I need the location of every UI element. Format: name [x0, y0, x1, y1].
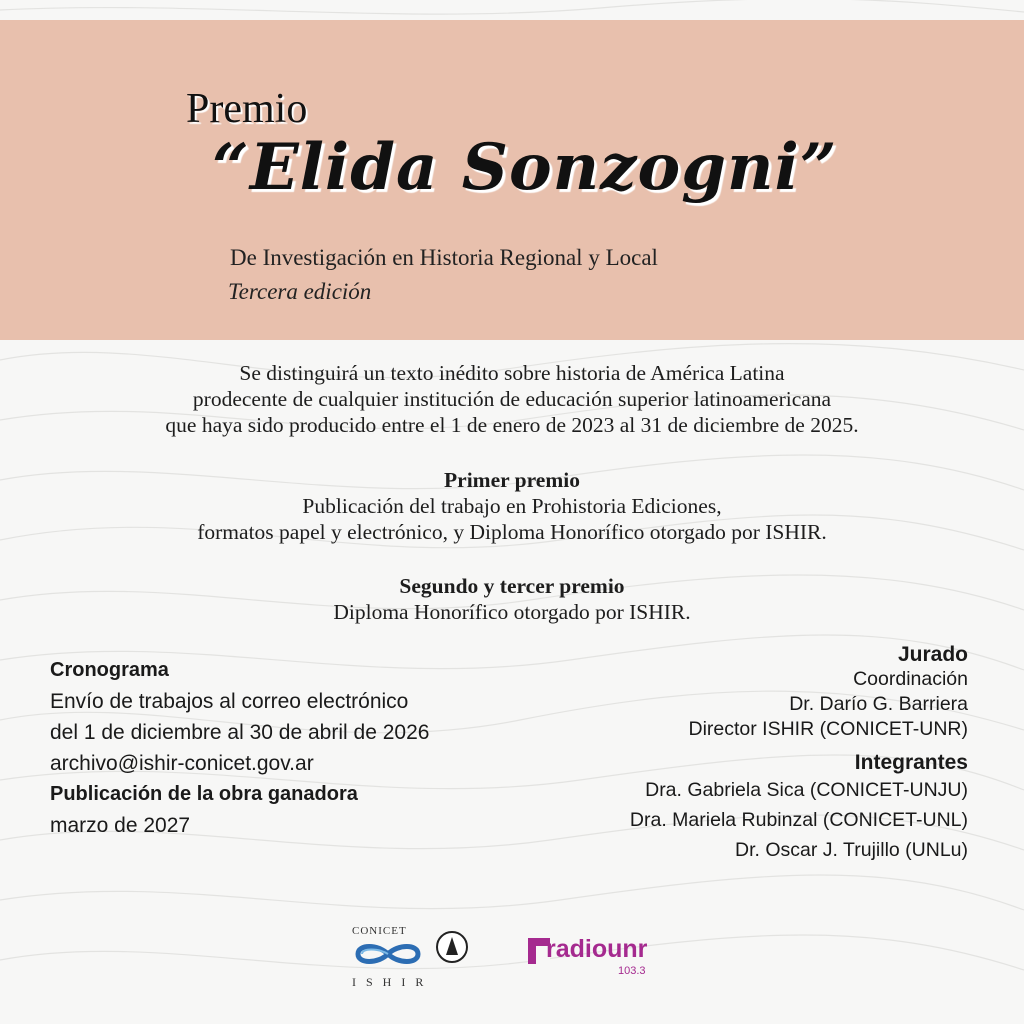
intro-text — [0, 360, 1024, 438]
schedule-line: del 1 de diciembre al 30 de abril de 2026 — [50, 721, 430, 744]
members-title: Integrantes — [854, 751, 968, 774]
premio-label: Premio — [186, 86, 308, 132]
schedule-title: Cronograma — [50, 659, 169, 681]
ishir-logo-text: ISHIR — [352, 975, 434, 989]
first-prize-line: formatos papel y electrónico, y Diploma Honorífico otorgado por ISHIR. — [197, 520, 827, 544]
radio-unr-logo — [528, 935, 668, 985]
second-prize-title: Segundo y tercer premio — [399, 574, 625, 598]
university-seal-icon — [436, 927, 468, 969]
award-edition: Tercera edición — [228, 279, 372, 304]
second-prize-section — [0, 573, 1024, 625]
radio-logo-text: radiounr — [546, 935, 648, 963]
intro-line: Se distinguirá un texto inédito sobre historia de América Latina — [239, 361, 785, 385]
intro-line: que haya sido producido entre el 1 de enero de 2023 al 31 de diciembre de 2025. — [165, 413, 859, 437]
jury-member: Dr. Oscar J. Trujillo (UNLu) — [735, 839, 968, 861]
conicet-logo-text: CONICET — [352, 925, 407, 937]
first-prize-line: Publicación del trabajo en Prohistoria Ediciones, — [302, 494, 722, 518]
coordinator-role: Director ISHIR (CONICET-UNR) — [688, 718, 968, 740]
award-name: “Elida Sonzogni” — [212, 130, 838, 205]
jury-member: Dra. Mariela Rubinzal (CONICET-UNL) — [629, 809, 968, 831]
schedule-section — [50, 655, 429, 841]
jury-member: Dra. Gabriela Sica (CONICET-UNJU) — [645, 779, 968, 801]
intro-line: prodecente de cualquier institución de educación superior latinoamericana — [192, 387, 832, 411]
coordination-label: Coordinación — [853, 668, 968, 690]
schedule-email[interactable]: archivo@ishir-conicet.gov.ar — [50, 752, 314, 775]
coordinator-name: Dr. Darío G. Barriera — [789, 693, 968, 715]
first-prize-section — [0, 467, 1024, 545]
jury-title: Jurado — [897, 643, 968, 666]
conicet-ishir-logo — [348, 925, 473, 990]
publication-title: Publicación de la obra ganadora — [50, 783, 358, 805]
second-prize-line: Diploma Honorífico otorgado por ISHIR. — [333, 600, 691, 624]
first-prize-title: Primer premio — [444, 468, 580, 492]
award-subtitle: De Investigación en Historia Regional y Local — [230, 245, 658, 270]
radio-frequency: 103.3 — [618, 965, 646, 977]
infinity-icon — [348, 939, 428, 969]
publication-date: marzo de 2027 — [50, 814, 191, 837]
schedule-line: Envío de trabajos al correo electrónico — [50, 690, 409, 713]
jury-section — [630, 642, 968, 865]
